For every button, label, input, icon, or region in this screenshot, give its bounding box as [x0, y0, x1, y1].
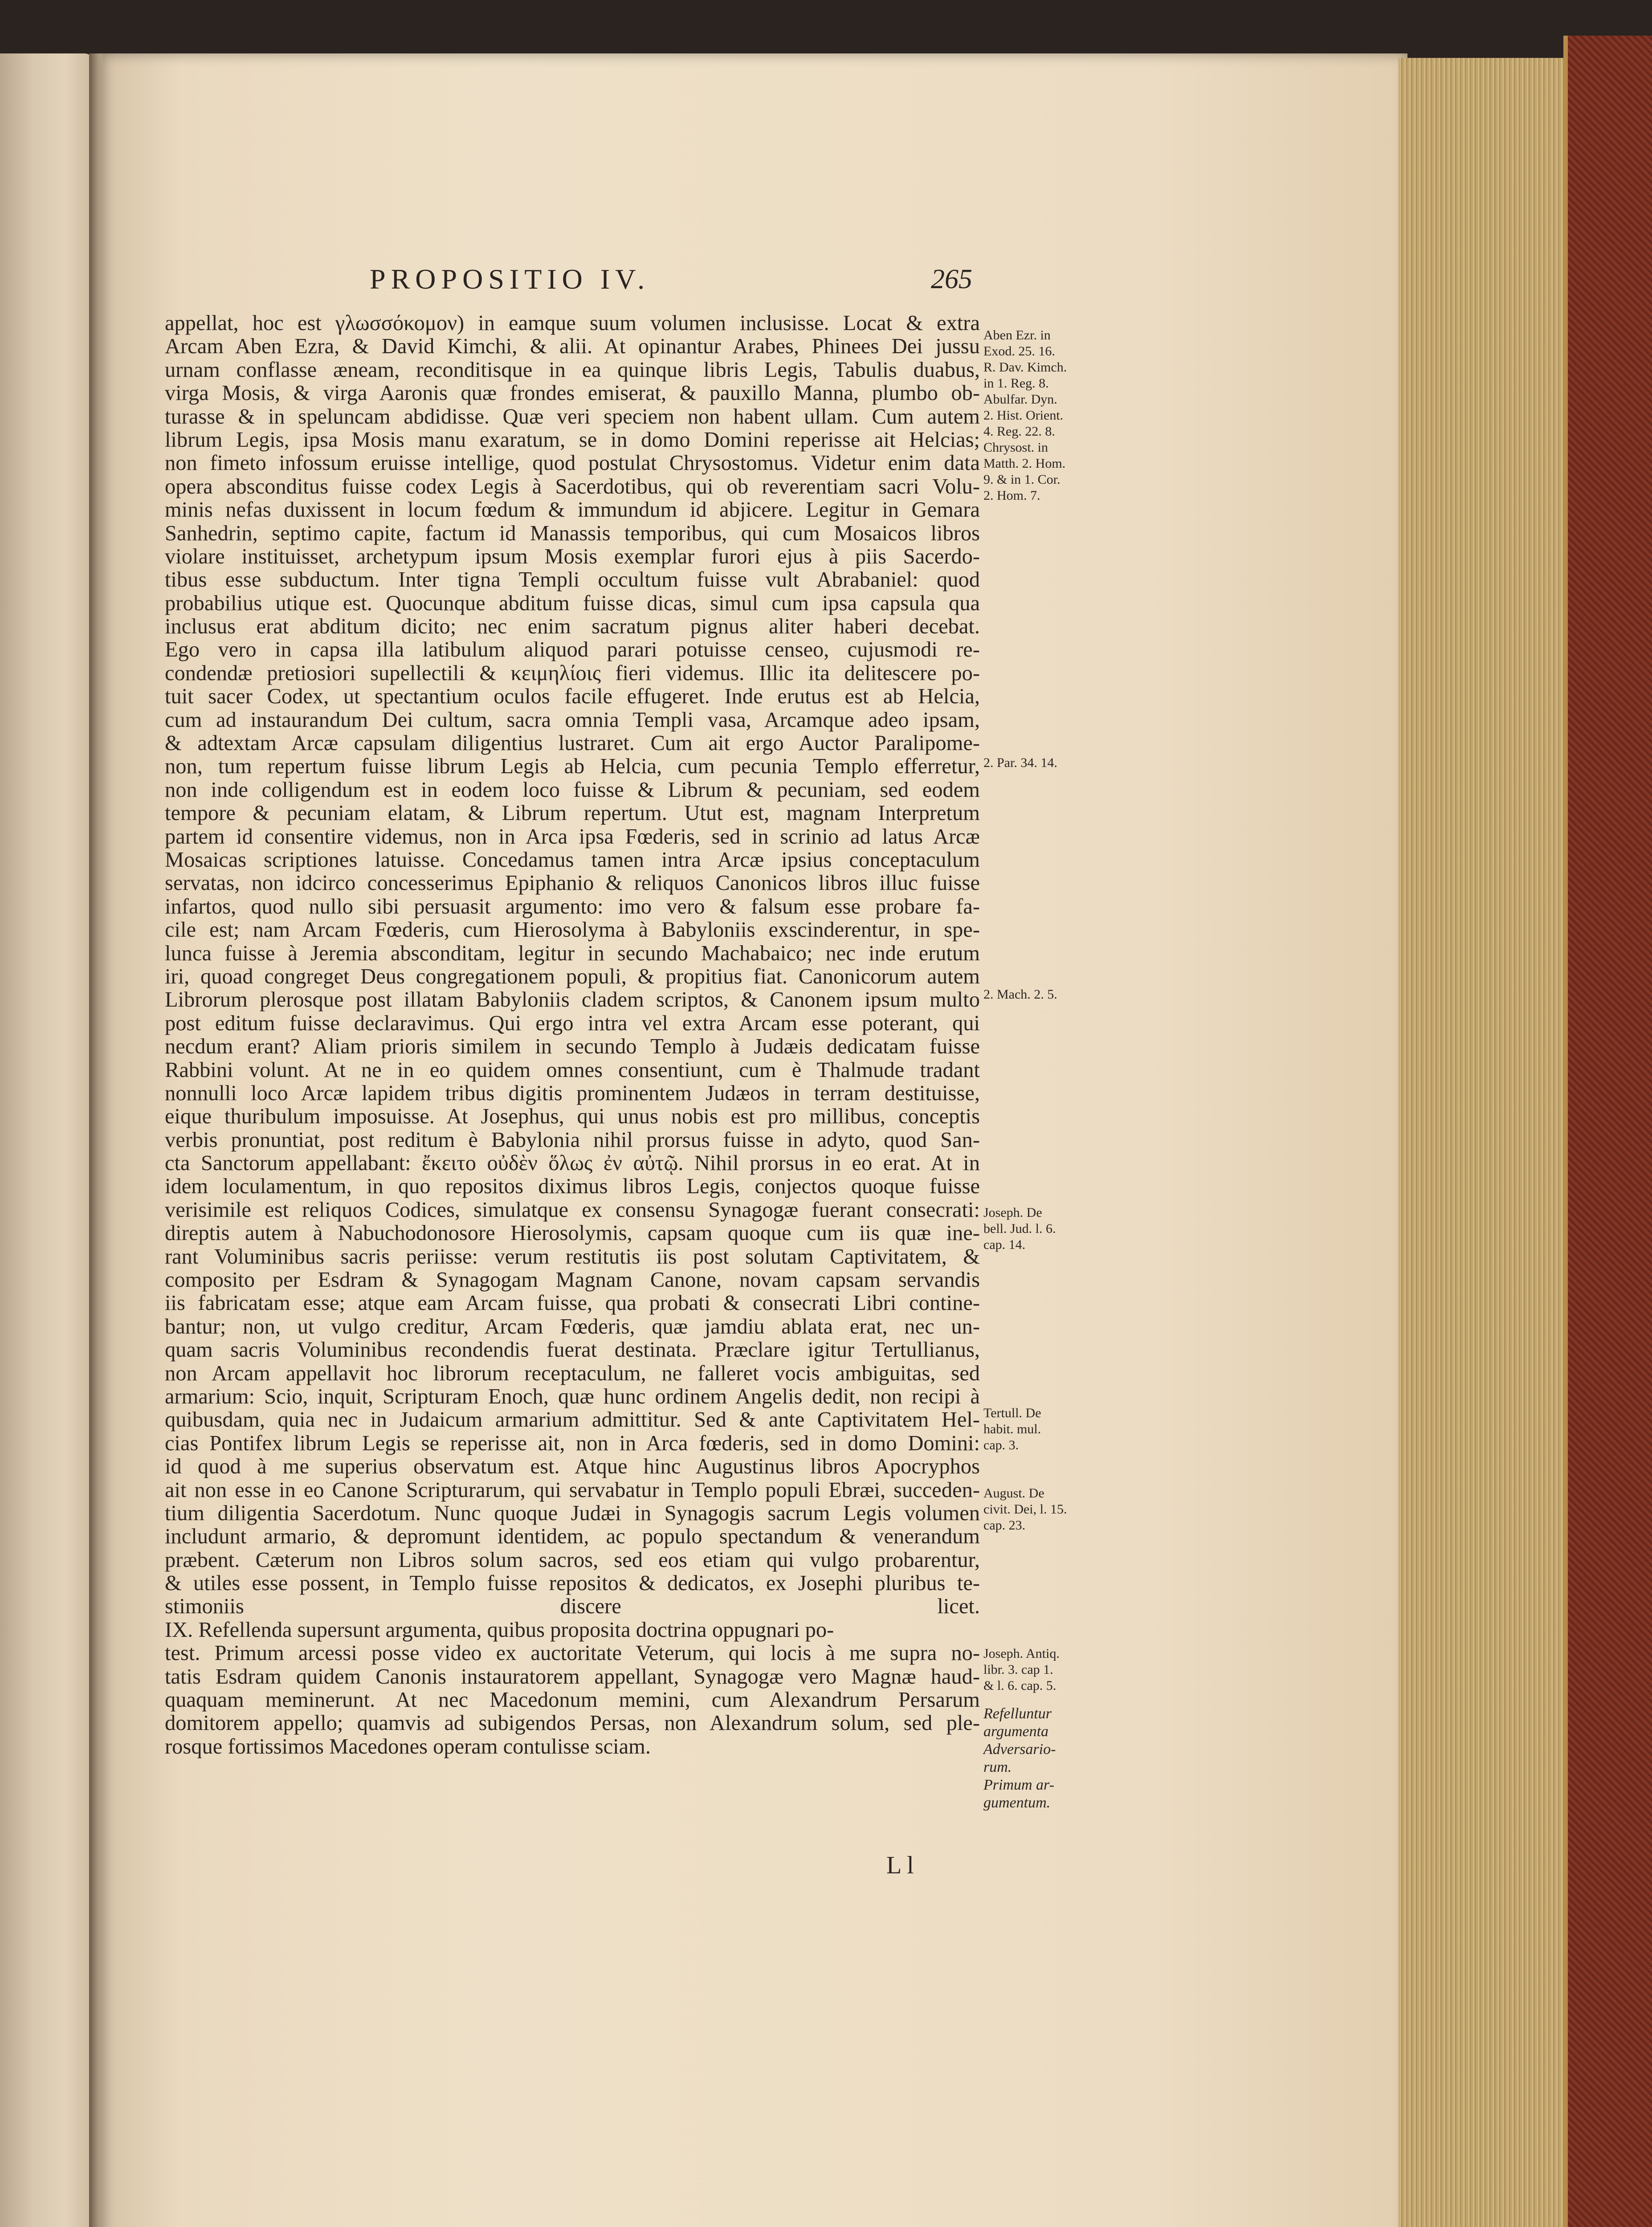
text-line: opera absconditus fuisse codex Legis à Sacerdotibus, qui ob reverentiam sacri Volu-	[165, 475, 980, 498]
text-line: Mosaicas scriptiones latuisse. Concedamus tamen intra Arcæ ipsius conceptaculum	[165, 848, 980, 872]
text-line: nonnulli loco Arcæ lapidem tribus digitis prominentem Judæos in terram destituisse,	[165, 1081, 980, 1105]
text-line: servatas, non idcirco concesserimus Epiphanio & reliquos Canonicos libros illuc fuisse	[165, 872, 980, 895]
margin-note-8	[983, 1705, 1104, 1812]
margin-note-line: Adversario-	[983, 1741, 1056, 1758]
margin-note-line: cap. 23.	[983, 1518, 1026, 1533]
margin-note-line: Joseph. Antiq.	[983, 1646, 1060, 1661]
margin-note-line: Tertull. De	[983, 1406, 1041, 1420]
text-line: cum ad instaurandum Dei cultum, sacra omnia Templi vasa, Arcamque adeo ipsam,	[165, 708, 980, 732]
margin-note-line: August. De	[983, 1486, 1044, 1501]
margin-note-line: Refelluntur	[983, 1705, 1052, 1722]
text-line: cta Sanctorum appellabant: ἔκειτο οὐδὲν ὅλως ἐν αὐτῷ. Nihil prorsus in eo erat. At in	[165, 1152, 980, 1175]
text-line: librum Legis, ipsa Mosis manu exaratum, se in domo Domini reperisse ait Helcias;	[165, 428, 980, 452]
text-line: domitorem appello; quamvis ad subigendos Persas, non Alexandrum solum, sed ple-	[165, 1712, 980, 1735]
text-line: virga Mosis, & virga Aaronis quæ frondes emiserat, & pauxillo Manna, plumbo ob-	[165, 382, 980, 405]
margin-note-line: bell. Jud. l. 6.	[983, 1221, 1056, 1236]
margin-note-1	[983, 327, 1104, 504]
margin-note-line: Abulfar. Dyn.	[983, 392, 1057, 407]
text-line: inclusus erat abditum dicito; nec enim sacratum pignus aliter haberi decebat.	[165, 615, 980, 639]
margin-note-line: argumenta	[983, 1723, 1049, 1740]
text-line: rant Voluminibus sacris periisse: verum restitutis iis post solutam Captivitatem, &	[165, 1245, 980, 1268]
text-line: idem loculamentum, in quo repositos diximus libros Legis, conjectos quoque fuisse	[165, 1175, 980, 1199]
margin-note-line: Matth. 2. Hom.	[983, 456, 1066, 471]
text-line: bantur; non, ut vulgo creditur, Arcam Fœderis, quæ jamdiu ablata erat, nec un-	[165, 1315, 980, 1338]
text-line: non fimeto infossum eruisse intellige, quod postulat Chrysostomus. Videtur enim data	[165, 452, 980, 475]
text-line: composito per Esdram & Synagogam Magnam Canone, novam capsam servandis	[165, 1268, 980, 1292]
text-line: armarium: Scio, inquit, Scripturam Enoch, quæ hunc ordinem Angelis dedit, non recipi à	[165, 1385, 980, 1408]
margin-note-4	[983, 1205, 1104, 1253]
page-number: 265	[931, 264, 972, 294]
text-line: stimoniis discere licet.	[165, 1595, 980, 1619]
text-line: turasse & in speluncam abdidisse. Quæ veri speciem non habent ullam. Cum autem	[165, 405, 980, 428]
margin-note-line: civit. Dei, l. 15.	[983, 1502, 1067, 1517]
margin-note-7	[983, 1646, 1104, 1694]
text-line: & adtextam Arcæ capsulam diligentius lustraret. Cum ait ergo Auctor Paralipome-	[165, 732, 980, 755]
left-page-edge	[0, 53, 94, 2227]
text-line: IX. Refellenda supersunt argumenta, quibus proposita doctrina oppugnari po-	[165, 1618, 834, 1642]
margin-note-line: Aben Ezr. in	[983, 328, 1051, 343]
text-line: violare instituisset, archetypum ipsum Mosis exemplar furori ejus à piis Sacerdo-	[165, 545, 980, 568]
body-text	[165, 312, 980, 1758]
text-line: Rabbini volunt. At ne in eo quidem omnes consentiunt, cum è Thalmude tradant	[165, 1058, 980, 1082]
margin-note-line: 4. Reg. 22. 8.	[983, 424, 1055, 439]
margin-note-line: & l. 6. cap. 5.	[983, 1678, 1056, 1693]
text-line: tatis Esdram quidem Canonis instauratorem appellant, Synagogæ vero Magnæ haud-	[165, 1665, 980, 1689]
text-line: non, tum repertum fuisse librum Legis ab Helcia, cum pecunia Templo efferretur,	[165, 755, 980, 779]
text-line: quibusdam, quia nec in Judaicum armarium admittitur. Sed & ante Captivitatem Hel-	[165, 1408, 980, 1432]
margin-note-5	[983, 1405, 1104, 1453]
text-line: non Arcam appellavit hoc librorum receptaculum, ne falleret vocis ambiguitas, sed	[165, 1362, 980, 1385]
margin-note-line: cap. 14.	[983, 1237, 1026, 1252]
text-line: cile est; nam Arcam Fœderis, cum Hierosolyma à Babyloniis exscinderentur, in spe-	[165, 918, 980, 942]
text-line: & utiles esse possent, in Templo fuisse repositos & dedicatos, ex Josephi pluribus te-	[165, 1572, 980, 1595]
text-line: includunt armario, & depromunt identidem, ac populo spectandum & venerandum	[165, 1525, 980, 1549]
text-line: necdum erant? Aliam prioris similem in secundo Templo à Judæis dedicatam fuisse	[165, 1035, 980, 1059]
margin-note-line: Exod. 25. 16.	[983, 344, 1055, 359]
text-line: quam sacris Voluminibus recondendis fuerat destinata. Præclare igitur Tertullianus,	[165, 1338, 980, 1362]
text-line: id quod à me superius observatum est. Atque hinc Augustinus libros Apocryphos	[165, 1455, 980, 1479]
text-line: test. Primum arcessi posse video ex auctoritate Veterum, qui locis à me supra no-	[165, 1642, 980, 1665]
text-line: verbis pronuntiat, post reditum è Babylonia nihil prorsus fuisse in adyto, quod San-	[165, 1128, 980, 1152]
text-line: præbent. Cæterum non Libros solum sacros, sed eos etiam qui vulgo probarentur,	[165, 1548, 980, 1572]
text-line: iri, quoad congreget Deus congregationem populi, & propitius fiat. Canonicorum autem	[165, 965, 980, 988]
margin-note-line: 9. & in 1. Cor.	[983, 472, 1061, 487]
text-line: Librorum plerosque post illatam Babyloniis cladem scriptos, & Canonem ipsum multo	[165, 988, 980, 1012]
text-line: tuit sacer Codex, ut spectantium oculos facile effugeret. Inde erutus est ab Helcia,	[165, 685, 980, 709]
text-line: cias Pontifex librum Legis se reperisse ait, non in Arca fœderis, sed in domo Domini:	[165, 1432, 980, 1455]
text-line: probabilius utique est. Quocunque abditum fuisse dicas, simul cum ipsa capsula qua	[165, 591, 980, 615]
text-line: infartos, quod nullo sibi persuasit argumento: imo vero & falsum esse probare fa-	[165, 895, 980, 918]
text-line: iis fabricatam esse; atque eam Arcam fuisse, qua probati & consecrati Libri contine-	[165, 1292, 980, 1315]
text-line: lunca fuisse à Jeremia absconditam, legitur in secundo Machabaico; nec inde erutum	[165, 942, 980, 965]
text-line: appellat, hoc est γλωσσόκομον) in eamque suum volumen inclusisse. Locat & extra	[165, 312, 980, 335]
text-line: verisimile est reliquos Codices, simulatque ex consensu Synagogæ fuerant consecrati:	[165, 1198, 980, 1222]
text-line: Sanhedrin, septimo capite, factum id Manassis temporibus, qui cum Mosaicos libros	[165, 522, 980, 545]
margin-note-line: Joseph. De	[983, 1205, 1042, 1220]
text-line: ait non esse in eo Canone Scripturarum, qui servabatur in Templo populi Ebræi, succeden-	[165, 1478, 980, 1502]
margin-note-6	[983, 1485, 1104, 1534]
page-fore-edge	[1399, 58, 1570, 2227]
text-line: rosque fortissimos Macedones operam contulisse sciam.	[165, 1735, 651, 1758]
signature-mark: L l	[886, 1852, 914, 1879]
text-line: non inde colligendum est in eodem loco fuisse & Librum & pecuniam, sed eodem	[165, 778, 980, 802]
margin-note-line: 2. Hom. 7.	[983, 488, 1040, 503]
text-line: urnam conflasse æneam, reconditisque in ea quinque libris Legis, Tabulis duabus,	[165, 358, 980, 382]
text-line: partem id consentire videmus, non in Arca ipsa Fœderis, sed in scrinio ad latus Arcæ	[165, 825, 980, 848]
margin-note-2	[983, 755, 1104, 771]
margin-note-line: 2. Hist. Orient.	[983, 408, 1064, 423]
margin-note-line: in 1. Reg. 8.	[983, 376, 1049, 391]
text-line: post editum fuisse declaravimus. Qui ergo intra vel extra Arcam esse poterant, qui	[165, 1012, 980, 1035]
text-line: quaquam meminerunt. At nec Macedonum memini, cum Alexandrum Persarum	[165, 1689, 980, 1712]
margin-note-line: 2. Mach. 2. 5.	[983, 987, 1057, 1002]
text-line: tibus esse subductum. Inter tigna Templi occultum fuisse vult Abrabaniel: quod	[165, 568, 980, 592]
margin-note-line: R. Dav. Kimch.	[983, 360, 1067, 375]
margin-note-line: Primum ar-	[983, 1777, 1054, 1793]
running-head: PROPOSITIO IV.	[370, 263, 650, 295]
text-line: minis nefas duxissent in locum fœdum & immundum id abjicere. Legitur in Gemara	[165, 498, 980, 522]
text-line: Arcam Aben Ezra, & David Kimchi, & alii. At opinantur Arabes, Phinees Dei jussu	[165, 335, 980, 359]
text-line: Ego vero in capsa illa latibulum aliquod parari potuisse censeo, cujusmodi re-	[165, 638, 980, 662]
margin-note-line: gumentum.	[983, 1795, 1051, 1811]
text-line: tempore & pecuniam elatam, & Librum repertum. Utut est, magnam Interpretum	[165, 802, 980, 825]
margin-note-line: 2. Par. 34. 14.	[983, 755, 1057, 770]
margin-note-line: habit. mul.	[983, 1422, 1041, 1436]
book-cover	[1563, 36, 1652, 2227]
margin-note-line: rum.	[983, 1759, 1012, 1775]
text-line: condendæ pretiosiori supellectili & κειμηλίοις fieri videmus. Illic ita delitescere po-	[165, 661, 980, 685]
margin-note-line: Chrysost. in	[983, 440, 1048, 455]
margin-note-line: libr. 3. cap 1.	[983, 1662, 1053, 1677]
margin-note-3	[983, 987, 1104, 1003]
text-line: eique thuribulum imposuisse. At Josephus, qui unus nobis est pro millibus, conceptis	[165, 1105, 980, 1129]
text-line: tium diligentia Sacerdotum. Nunc quoque Judæi in Synagogis sacrum Legis volumen	[165, 1501, 980, 1525]
text-line: direptis autem à Nabuchodonosore Hierosolymis, capsam quoque cum iis quæ ine-	[165, 1222, 980, 1245]
margin-note-line: cap. 3.	[983, 1438, 1019, 1452]
